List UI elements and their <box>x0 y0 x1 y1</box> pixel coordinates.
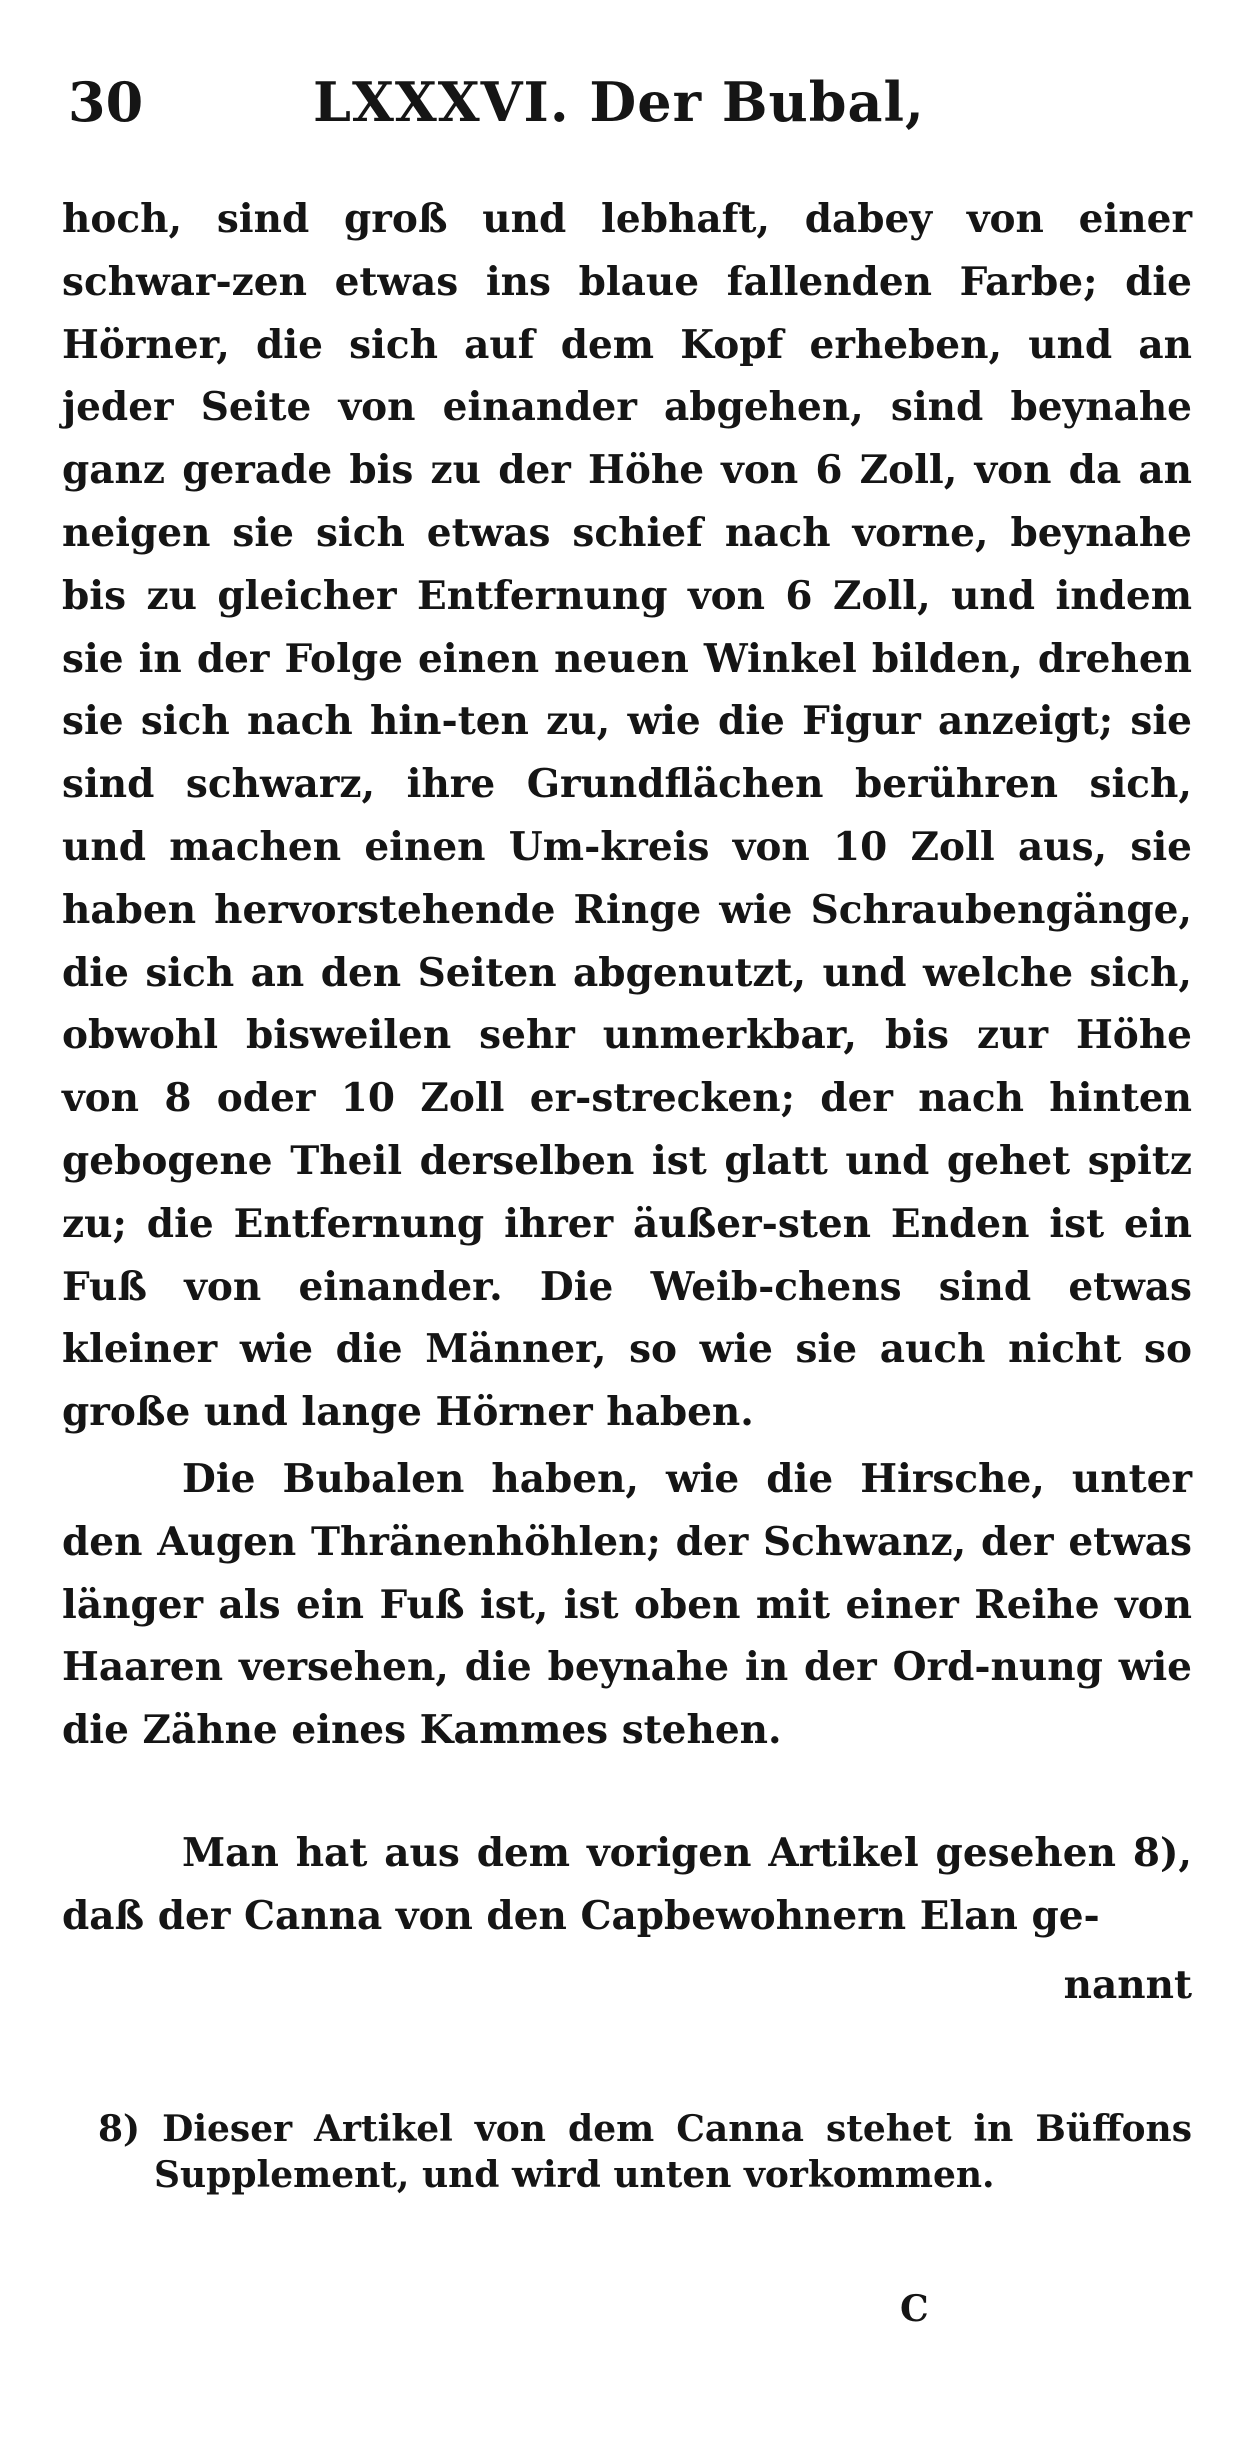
paragraph-text: hoch, sind groß und lebhaft, dabey von einer schwar-zen etwas ins blaue fallenden Farbe; die Hörner, die sich auf dem Kopf erheben, und an jeder Seite von einander abgehen, sind beynahe ganz gerade bis zu der Höhe von 6 Zoll, von da an neigen sie sich etwas schief nach vorne, beynahe bis zu gleicher Entfernung von 6 Zoll, und indem sie in der Folge einen neuen Winkel bilden, drehen sie sich nach hin-ten zu, wie die Figur anzeigt; sie sind schwarz, ihre Grundflächen berühren sich, und machen einen Um-kreis von 10 Zoll aus, sie haben hervorstehende Ringe wie Schraubengänge, die sich an den Seiten abgenutzt, und welche sich, obwohl bisweilen sehr unmerkbar, bis zur Höhe von 8 oder 10 Zoll er-strecken; der nach hinten gebogene Theil derselben ist glatt und gehet spitz zu; die Entfernung ihrer äußer-sten Enden ist ein Fuß von einander. Die Weib-chens sind etwas kleiner wie die Männer, so wie sie auch nicht so große und lange Hörner haben. <box>62 196 1192 1436</box>
page-number: 30 <box>68 70 144 134</box>
body-paragraph-1 <box>62 188 1192 1444</box>
body-paragraph-2 <box>62 1448 1192 1762</box>
catchword: nannt <box>1063 1962 1192 2008</box>
page-header <box>68 62 1208 142</box>
signature-mark: C <box>900 2288 929 2330</box>
paragraph-text: Die Bubalen haben, wie die Hirsche, unter den Augen Thränenhöhlen; der Schwanz, der etwas länger als ein Fuß ist, ist oben mit einer Reihe von Haaren versehen, die beynahe in der Ord-nung wie die Zähne eines Kammes stehen. <box>62 1456 1192 1754</box>
body-paragraph-3 <box>62 1822 1192 1948</box>
footnote <box>98 2106 1192 2198</box>
paragraph-text: Man hat aus dem vorigen Artikel gesehen 8), daß der Canna von den Capbewohnern Elan ge- <box>62 1830 1192 1939</box>
running-title: LXXXVI. Der Bubal, <box>313 70 925 134</box>
footnote-text: 8) Dieser Artikel von dem Canna stehet in Büffons Supplement, und wird unten vorkommen. <box>98 2108 1192 2196</box>
